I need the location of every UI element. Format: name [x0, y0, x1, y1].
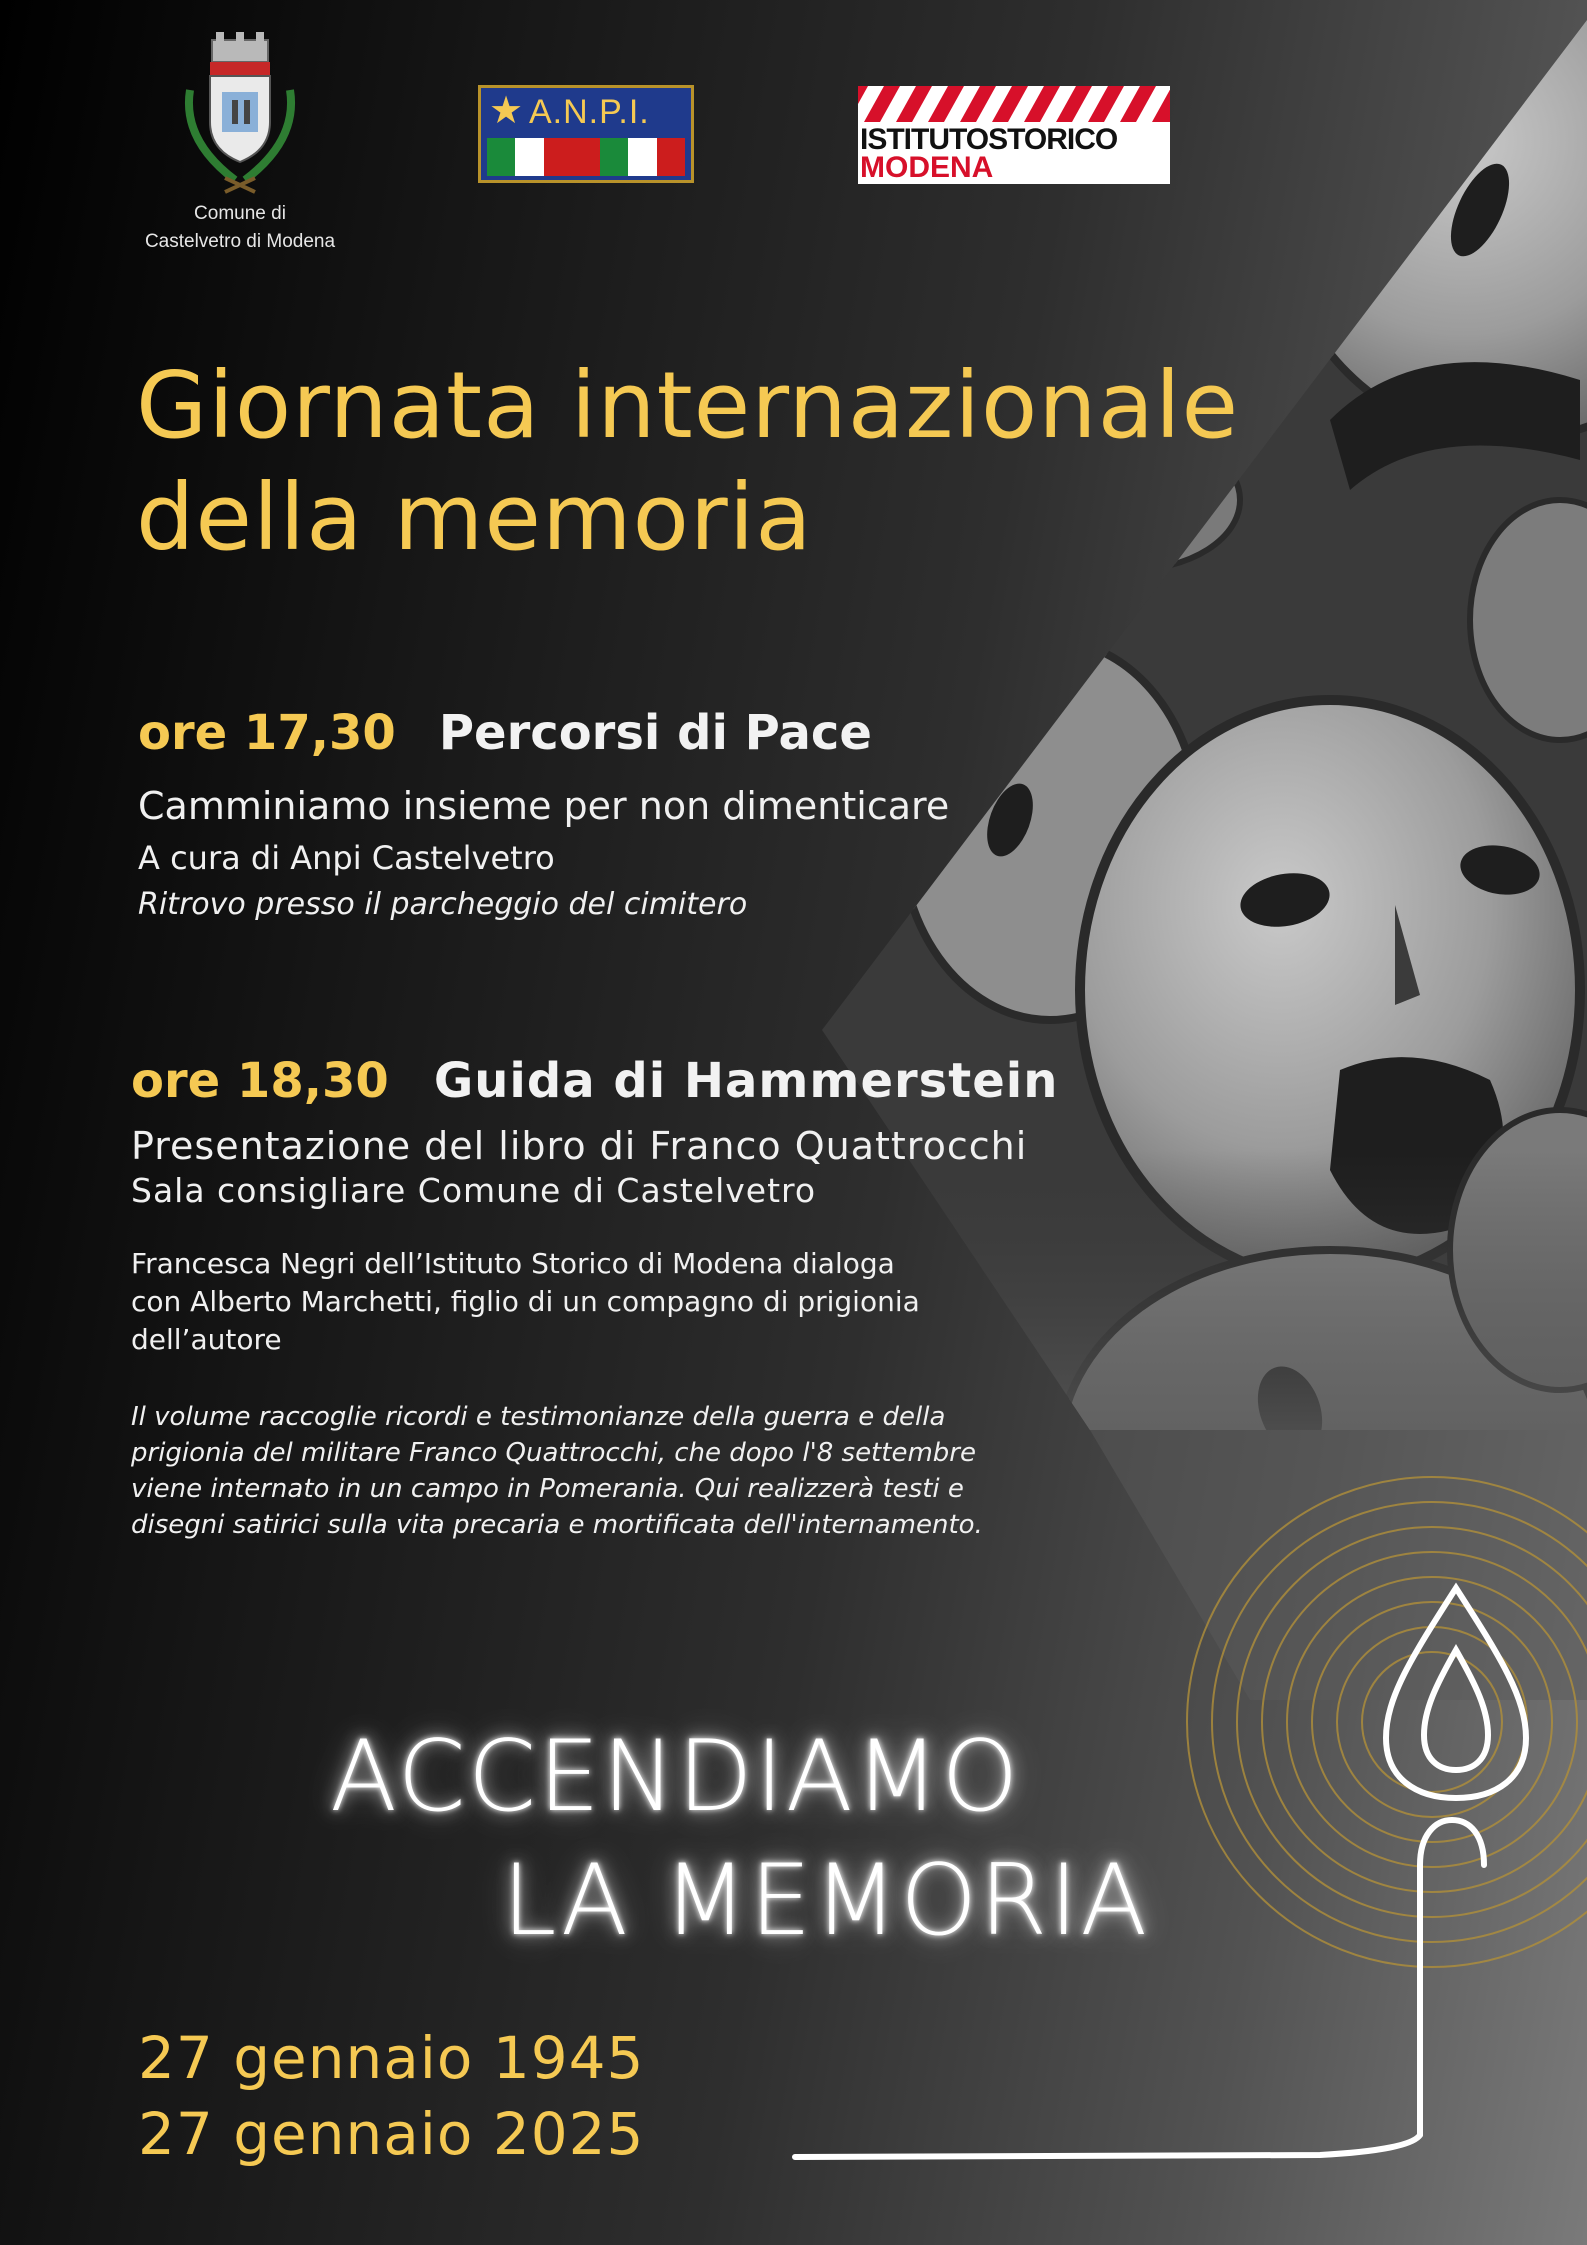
comune-coat-of-arms-icon [170, 30, 310, 200]
dialogue-line: dell’autore [131, 1323, 282, 1356]
anpi-text: A.N.P.I. [529, 93, 650, 131]
istituto-storico-logo [858, 86, 1170, 184]
event-2-dialogue [131, 1245, 1131, 1359]
description-line: Il volume raccoglie ricordi e testimonianze della guerra e della [131, 1402, 946, 1432]
title-line1: Giornata internazionale [136, 352, 1240, 459]
istituto-line2: MODENA [860, 151, 994, 184]
striped-banner-icon [858, 86, 1170, 122]
event-2-subtitle: Presentazione del libro di Franco Quattrocchi [131, 1124, 1028, 1168]
event-1-meeting-point: Ritrovo presso il parcheggio del cimitero [138, 887, 748, 922]
comune-caption [100, 200, 380, 256]
event-1-time: ore 17,30 [138, 705, 396, 761]
slogan-line2: LA MEMORIA [502, 1844, 1150, 1958]
event-2-time: ore 18,30 [131, 1053, 389, 1109]
title-line2: della memoria [136, 464, 813, 571]
dialogue-line: Francesca Negri dell’Istituto Storico di Modena dialoga [131, 1247, 895, 1280]
dialogue-line: con Alberto Marchetti, figlio di un compagno di prigionia [131, 1285, 920, 1318]
event-1-subtitle: Camminiamo insieme per non dimenticare [138, 784, 950, 828]
event-1-title: Percorsi di Pace [438, 705, 872, 761]
page-title [136, 350, 1239, 574]
description-line: prigionia del militare Franco Quattrocchi, che dopo l'8 settembre [131, 1438, 976, 1468]
event-2-description [131, 1399, 1131, 1543]
event-1-organizer: A cura di Anpi Castelvetro [138, 839, 555, 877]
event-2-venue: Sala consigliare Comune di Castelvetro [131, 1171, 817, 1210]
italian-flag [487, 138, 685, 176]
date-2025: 27 gennaio 2025 [138, 2100, 645, 2168]
event-1 [138, 705, 1038, 925]
date-1945: 27 gennaio 1945 [138, 2024, 645, 2092]
date-list [138, 2020, 644, 2172]
description-line: disegni satirici sulla vita precaria e mortificata dell'internamento. [131, 1510, 983, 1540]
anpi-logo [478, 85, 694, 183]
comune-caption-line1: Comune di [194, 203, 286, 224]
event-2-title: Guida di Hammerstein [433, 1053, 1059, 1109]
star-icon: ★ [489, 90, 524, 132]
slogan-line1: ACCENDIAMO [330, 1720, 1021, 1834]
description-line: viene internato in un campo in Pomerania. Qui realizzerà testi e [131, 1474, 964, 1504]
comune-caption-line2: Castelvetro di Modena [144, 231, 336, 252]
istituto-line1: ISTITUTOSTORICO [860, 123, 1118, 156]
event-2 [131, 1053, 1131, 1543]
